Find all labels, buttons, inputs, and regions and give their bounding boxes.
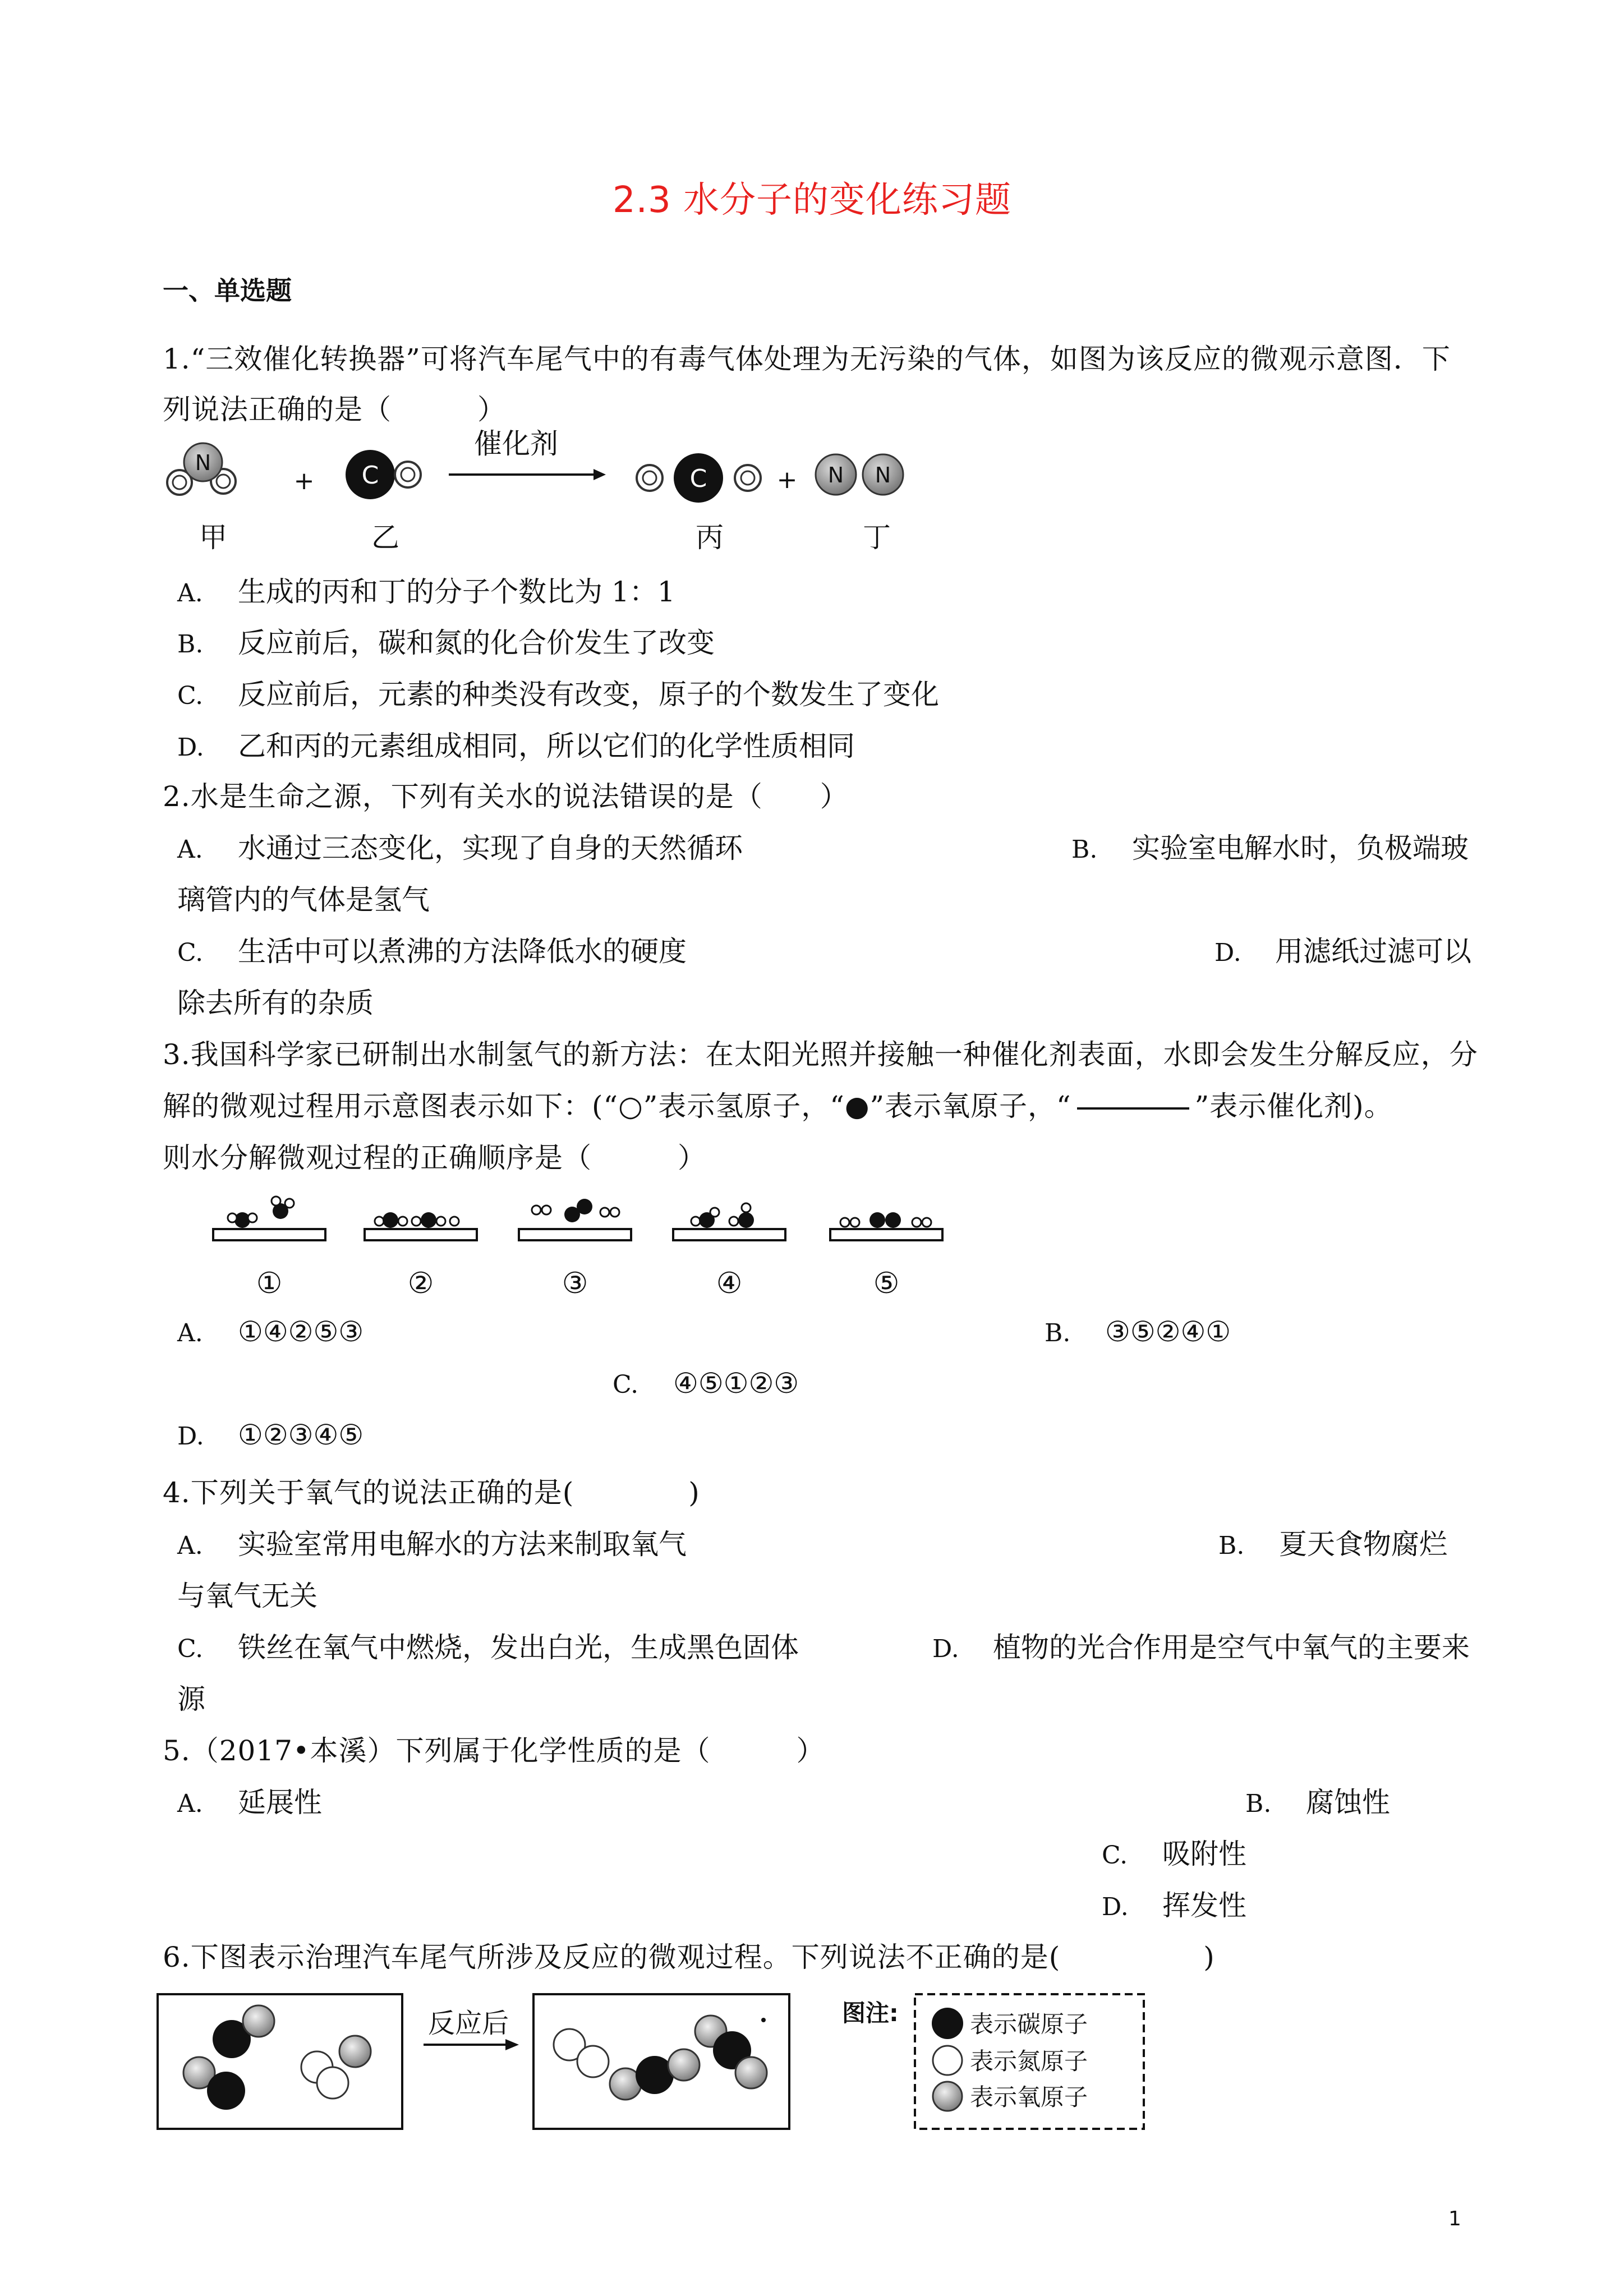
svg-text:C: C xyxy=(689,464,707,493)
svg-text:①: ① xyxy=(256,1267,283,1299)
q2-option-d-cont: 除去所有的杂质 xyxy=(177,987,374,1019)
panel-2 xyxy=(365,1212,477,1299)
molecule-jia-no2 xyxy=(167,443,236,495)
q2-option-d[interactable]: D. 用滤纸过滤可以 xyxy=(1214,935,1471,968)
atom-c-label: C xyxy=(361,461,379,490)
plus-sign-1: + xyxy=(293,467,315,495)
svg-text:②: ② xyxy=(407,1267,434,1299)
q3-stem-line2: 解的微观过程用示意图表示如下：(“○”表示氢原子，“●”表示氧原子，“ ”表示催化剂)。 xyxy=(163,1090,1393,1122)
section-heading: 一、单选题 xyxy=(163,275,292,306)
q1-reaction-diagram xyxy=(157,426,942,561)
q1-stem-line2: 列说法正确的是（ ） xyxy=(163,393,506,426)
label-jia: 甲 xyxy=(199,521,227,554)
atom-n-label: N xyxy=(195,450,211,475)
catalyst-bar-symbol xyxy=(1077,1107,1189,1110)
q4-option-c[interactable]: C. 铁丝在氧气中燃烧，发出白光，生成黑色固体 xyxy=(177,1631,799,1664)
q5-option-b[interactable]: B. 腐蚀性 xyxy=(1245,1786,1390,1819)
q4-option-d-cont: 源 xyxy=(177,1683,205,1715)
q4-option-b-cont: 与氧气无关 xyxy=(177,1580,318,1612)
q5-stem: 5.（2017•本溪）下列属于化学性质的是（ ） xyxy=(163,1734,825,1767)
q1-option-b[interactable]: B. 反应前后，碳和氮的化合价发生了改变 xyxy=(177,627,715,659)
plus-sign-2: + xyxy=(776,466,798,494)
label-yi: 乙 xyxy=(371,521,399,554)
legend-oxygen: 表示氧原子 xyxy=(970,2083,1088,2111)
page-title: 2.3 水分子的变化练习题 xyxy=(612,180,1012,221)
svg-text:⑤: ⑤ xyxy=(873,1267,900,1299)
q3-option-a[interactable]: A. ①④②⑤③ xyxy=(177,1315,364,1348)
q6-reaction-diagram xyxy=(154,1989,1153,2134)
legend-nitrogen: 表示氮原子 xyxy=(970,2047,1088,2075)
label-ding: 丁 xyxy=(863,521,891,554)
molecule-bing-co2 xyxy=(637,453,761,503)
panel-1 xyxy=(213,1197,325,1299)
legend-title: 图注: xyxy=(842,1999,899,2027)
q4-option-a[interactable]: A. 实验室常用电解水的方法来制取氧气 xyxy=(177,1528,687,1561)
q4-stem: 4.下列关于氧气的说法正确的是( ) xyxy=(163,1476,700,1509)
svg-text:N: N xyxy=(827,463,844,487)
q4-option-d[interactable]: D. 植物的光合作用是空气中氧气的主要来 xyxy=(932,1631,1470,1664)
label-bing: 丙 xyxy=(696,521,724,554)
q1-option-c[interactable]: C. 反应前后，元素的种类没有改变，原子的个数发生了变化 xyxy=(177,678,939,711)
molecule-ding-n2 xyxy=(816,454,903,495)
q6-arrow-label: 反应后 xyxy=(427,2008,509,2039)
reaction-arrow-head xyxy=(594,469,606,480)
q3-option-c[interactable]: C. ④⑤①②③ xyxy=(613,1367,799,1400)
q2-option-a[interactable]: A. 水通过三态变化，实现了自身的天然循环 xyxy=(177,832,743,864)
q1-option-d[interactable]: D. 乙和丙的元素组成相同，所以它们的化学性质相同 xyxy=(177,730,855,762)
legend-carbon: 表示碳原子 xyxy=(970,2010,1088,2038)
q2-option-b[interactable]: B. 实验室电解水时，负极端玻 xyxy=(1071,832,1469,864)
q2-option-b-cont: 璃管内的气体是氢气 xyxy=(177,884,430,916)
q2-stem: 2.水是生命之源，下列有关水的说法错误的是（ ） xyxy=(163,780,849,813)
q3-process-diagram xyxy=(208,1181,959,1299)
q6-stem: 6.下图表示治理汽车尾气所涉及反应的微观过程。下列说法不正确的是( ) xyxy=(163,1941,1215,1973)
svg-text:N: N xyxy=(875,463,891,487)
page-number: 1 xyxy=(1448,2207,1461,2230)
panel-3 xyxy=(519,1199,631,1299)
catalyst-label: 催化剂 xyxy=(474,427,558,460)
panel-5 xyxy=(830,1212,942,1299)
q5-option-d[interactable]: D. 挥发性 xyxy=(1102,1889,1246,1922)
q1-stem-line1: 1.“三效催化转换器”可将汽车尾气中的有毒气体处理为无污染的气体，如图为该反应的微观示意图．下 xyxy=(163,343,1451,375)
q1-option-a[interactable]: A. 生成的丙和丁的分子个数比为 1：1 xyxy=(177,576,675,608)
q3-option-b[interactable]: B. ③⑤②④① xyxy=(1045,1315,1231,1348)
q5-option-c[interactable]: C. 吸附性 xyxy=(1102,1838,1246,1870)
svg-text:④: ④ xyxy=(716,1267,743,1299)
q3-stem-line3: 则水分解微观过程的正确顺序是（ ） xyxy=(163,1142,706,1174)
panel-4 xyxy=(673,1203,785,1299)
molecule-yi-co xyxy=(346,450,421,499)
q4-option-b[interactable]: B. 夏天食物腐烂 xyxy=(1218,1528,1447,1561)
q3-stem-line1: 3.我国科学家已研制出水制氢气的新方法：在太阳光照并接触一种催化剂表面，水即会发生分解反应，分 xyxy=(163,1038,1478,1071)
q5-option-a[interactable]: A. 延展性 xyxy=(177,1786,322,1819)
q2-option-c[interactable]: C. 生活中可以煮沸的方法降低水的硬度 xyxy=(177,935,687,968)
svg-text:③: ③ xyxy=(562,1267,588,1299)
q3-option-d[interactable]: D. ①②③④⑤ xyxy=(177,1419,364,1451)
